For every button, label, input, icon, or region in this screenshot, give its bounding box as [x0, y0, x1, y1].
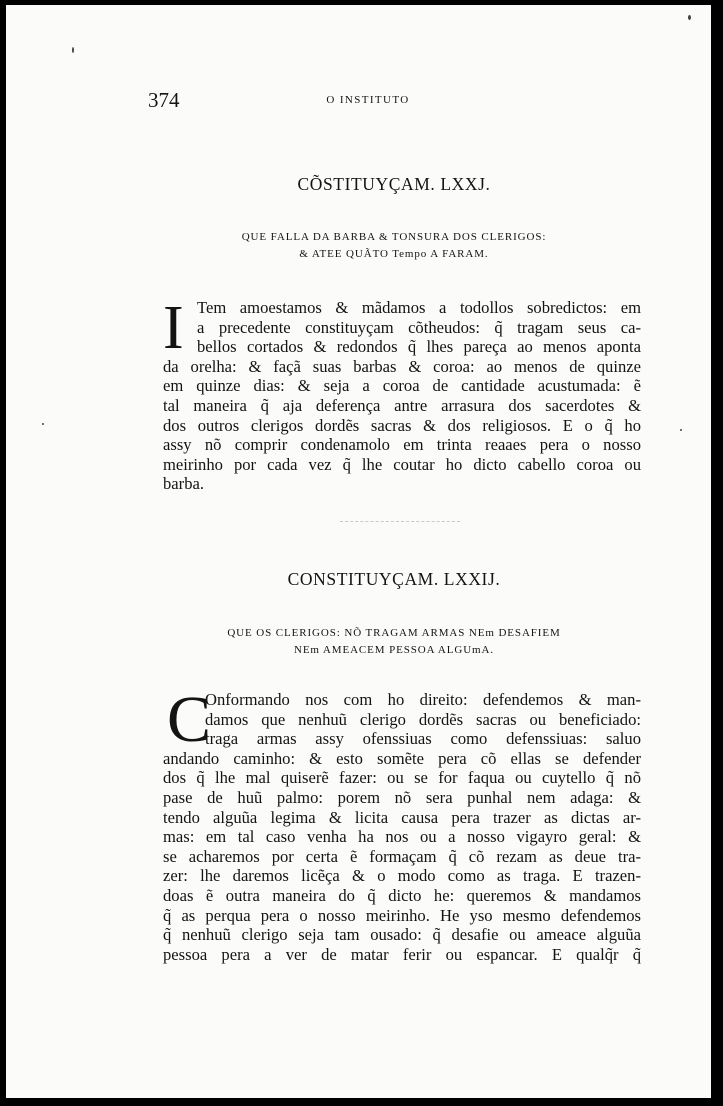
text-line: assy nõ comprir condenamolo em trinta reaaes pera o nosso	[163, 435, 641, 455]
text-line: a precedente constituyçam cõtheudos: q̃ tragam seus ca-	[197, 317, 641, 337]
text-line: Tem amoestamos & mãdamos a todollos sobredictos: em	[197, 298, 641, 317]
text-line: tal maneira q̃ aja deferença antre arrasura dos sacerdotes &	[163, 395, 641, 415]
ink-speck	[72, 47, 74, 53]
text-line: em quinze dias: & seja a coroa de cantidade acustumada: ẽ	[163, 376, 641, 396]
section-subheading	[150, 625, 638, 659]
section-body	[163, 294, 641, 494]
text-line: dos q̃ lhe mal quiserẽ fazer: ou se for faqua ou cuytello q̃ nõ	[163, 768, 641, 788]
text-line: meirinho por cada vez q̃ lhe coutar ho dicto cabello coroa ou	[163, 454, 641, 474]
text-line: pessoa pera a ver de matar ferir ou espancar. E qualq̃r q̃	[163, 944, 641, 964]
running-head	[148, 88, 668, 114]
text-line: zer: lhe daremos licẽça & o modo como as traga. E trazen-	[163, 866, 641, 886]
text-line: se acharemos por certa ẽ formaçam q̃ cõ rezam as deue tra-	[163, 846, 641, 866]
text-line: damos que nenhuũ clerigo dordẽs sacras ou beneficiado:	[205, 709, 641, 729]
subheading-line: QUE FALLA DA BARBA & TONSURA DOS CLERIGOS:	[241, 231, 547, 243]
section-subheading	[150, 229, 638, 263]
section-body	[163, 683, 641, 964]
text-line: tendo alguũa legima & licita causa pera trazer as dictas ar-	[163, 807, 641, 827]
ink-speck	[42, 423, 44, 425]
subheading-line: NEm AMEACEM PESSOA ALGUmA.	[293, 644, 495, 656]
text-line: q̃ as perqua pera o nosso meirinho. He yso mesmo defendemos	[163, 905, 641, 925]
text-line: bellos cortados & redondos q̃ lhes pareça ao menos aponta	[197, 337, 641, 357]
drop-cap: C	[167, 683, 212, 756]
section-heading: CÕSTITUYÇAM. LXXJ.	[297, 174, 491, 194]
text-line: dos outros clerigos dordẽs sacras & dos religiosos. E o q̃ ho	[163, 415, 641, 435]
text-line: da orelha: & façã suas barbas & coroa: ao menos de quinze	[163, 356, 641, 376]
text-line: doas ẽ outra maneira do q̃ dicto he: queremos & mandamos	[163, 885, 641, 905]
text-line: andando caminho: & esto somẽte pera cõ ellas se defender	[163, 748, 641, 768]
text-line: pase de huũ palmo: porem nõ sera punhal nem adaga: &	[163, 787, 641, 807]
text-line: mas: em tal caso venha ha nos ou a nosso vigayro geral: &	[163, 827, 641, 847]
ink-speck	[680, 429, 682, 431]
text-line: q̃ nenhuũ clerigo seja tam ousado: q̃ desafie ou ameace alguũa	[163, 925, 641, 945]
text-line: barba.	[163, 474, 204, 494]
text-line: traga armas assy ofenssiuas como defenssiuas: saluo	[205, 729, 641, 749]
section-heading: CONSTITUYÇAM. LXXIJ.	[287, 569, 501, 589]
ink-speck	[688, 15, 691, 20]
text-line: Onformando nos com ho direito: defendemos & man-	[205, 690, 641, 709]
page-number: 374	[148, 88, 180, 112]
drop-cap: I	[163, 294, 184, 362]
section-divider	[340, 521, 460, 522]
running-title: O INSTITUTO	[326, 94, 410, 106]
subheading-line: & ATEE QUÃTO Tempo A FARAM.	[299, 248, 489, 260]
subheading-line: QUE OS CLERIGOS: NÕ TRAGAM ARMAS NEm DESAFIEM	[227, 627, 561, 639]
